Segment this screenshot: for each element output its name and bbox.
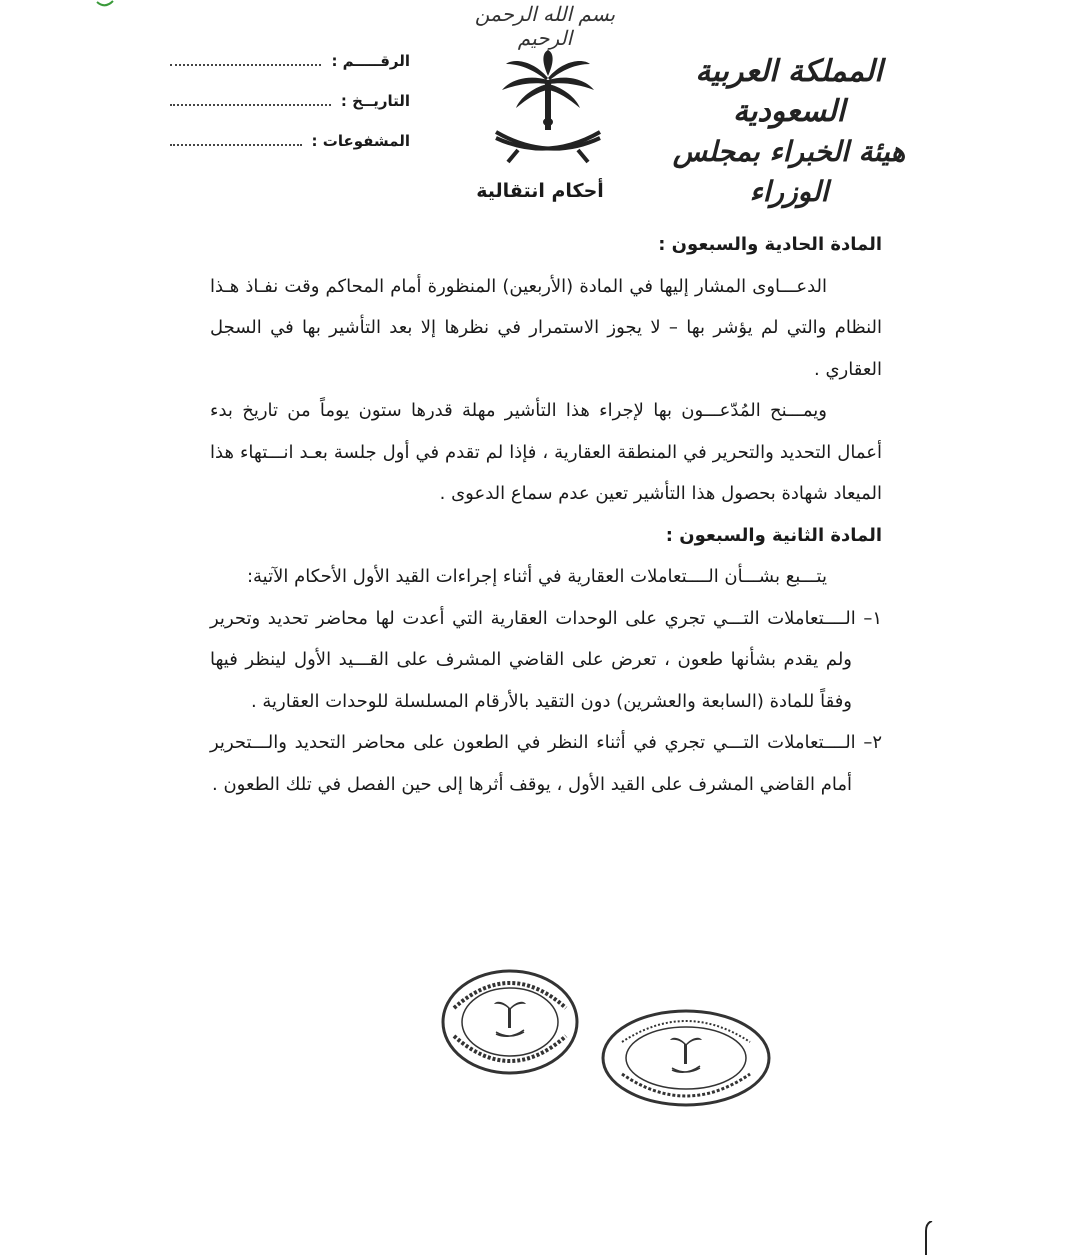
date-row	[170, 92, 410, 132]
attachments-dotted-line	[170, 132, 302, 146]
ref-number-dotted-line	[170, 52, 321, 66]
ref-number-label: الرقـــــم :	[331, 52, 410, 70]
article-72-item-1: ١– الــــتعاملات التـــي تجري على الوحدات العقارية التي أعدت لها محاضر تحديد وتحرير ولم يقدم بشأنها طعون ، تعرض على القاضي المشرف على القـــيد الأول لينظر فيها وفقاً للمادة (السابعة والعشرين) دون التقيد بالأرقام المسلسلة للوحدات العقارية .	[210, 607, 882, 712]
article-71-paragraph-2: ويمـــنح المُدّعـــون بها لإجراء هذا التأشير مهلة قدرها ستون يوماً من تاريخ بدء أعمال التحديد والتحرير في المنطقة العقارية ، فإذا لم تقدم في أول جلسة بعـد انـــتهاء هذا الميعاد شهادة بحصول هذا التأشير تعين عدم سماع الدعوى .	[210, 400, 882, 504]
reference-fields	[170, 52, 410, 172]
document-title: أحكام انتقالية	[476, 180, 604, 202]
article-72-intro: يتـــبع بشـــأن الــــتعاملات العقارية في أثناء إجراءات القيد الأول الأحكام الآتية:	[246, 566, 827, 587]
corner-mark	[96, 0, 114, 10]
article-71-paragraph-1: الدعـــاوى المشار إليها في المادة (الأربعين) المنظورة أمام المحاكم وقت نفـاذ هـذا النظام والتي لم يؤشر بها – لا يجوز الاستمرار في نظرها إلا بعد التأشير بها في السجل العقاري .	[210, 275, 882, 380]
date-label: التاريــخ :	[340, 92, 410, 110]
letterhead-org	[644, 52, 934, 212]
seal-stamp-general-secretariat	[440, 968, 580, 1076]
attachments-label: المشفوعات :	[311, 132, 410, 150]
attachments-row	[170, 132, 410, 172]
date-dotted-line	[170, 92, 331, 106]
org-line-bureau: هيئة الخبراء بمجلس الوزراء	[672, 135, 906, 208]
article-72-item-2: ٢– الــــتعاملات التـــي تجري في أثناء النظر في الطعون على محاضر التحديد والـــتحرير أمام القاضي المشرف على القيد الأول ، يوقف أثرها إلى حين الفصل في تلك الطعون .	[210, 732, 882, 795]
saudi-emblem-icon	[488, 50, 608, 175]
org-line-kingdom: المملكة العربية السعودية	[695, 54, 883, 129]
document-body	[210, 224, 882, 805]
scan-edge-mark	[924, 1221, 934, 1255]
basmala: بسم الله الرحمن الرحيم	[474, 2, 616, 50]
article-72-heading: المادة الثانية والسبعون :	[665, 524, 882, 546]
article-71-heading: المادة الحادية والسبعون :	[658, 234, 882, 255]
ref-number-row	[170, 52, 410, 92]
seal-stamp-bureau-of-experts	[600, 1008, 772, 1108]
